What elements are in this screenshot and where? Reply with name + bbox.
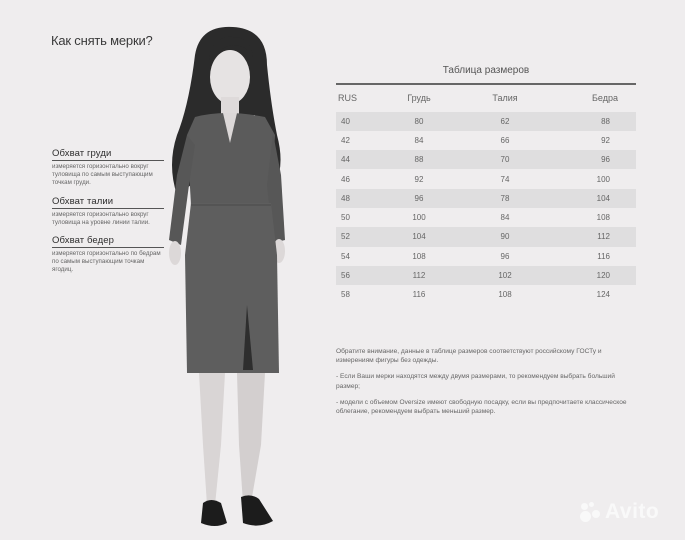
measure-heading: Обхват бедер [52,235,164,248]
cell-chest: 96 [414,193,424,203]
measure-waist [52,196,164,227]
cell-size-rus: 56 [341,271,350,281]
cell-chest: 100 [412,213,426,223]
column-header-waist: Талия [492,93,518,103]
cell-chest: 112 [412,271,426,281]
column-header-hips: Бедра [592,93,618,103]
size-notes [336,347,636,423]
cell-hips: 108 [596,213,610,223]
cell-hips: 88 [601,116,610,126]
cell-waist: 78 [500,193,510,203]
cell-waist: 70 [500,155,510,165]
cell-size-rus: 46 [341,174,350,184]
table-row [336,189,636,208]
cell-size-rus: 40 [341,116,350,126]
cell-hips: 100 [596,174,610,184]
table-caption: Таблица размеров [442,65,530,76]
table-row [336,247,636,266]
table-row [336,131,636,150]
table-body [336,112,636,305]
column-header-chest: Грудь [407,93,431,103]
cell-chest: 104 [412,232,426,242]
measure-hips [52,235,164,275]
cell-size-rus: 52 [341,232,350,242]
cell-waist: 90 [500,232,510,242]
table-row [336,227,636,246]
cell-hips: 96 [601,155,610,165]
table-row [336,112,636,131]
cell-hips: 104 [596,193,610,203]
cell-chest: 116 [412,290,426,300]
measure-description: измеряется горизонтально вокруг туловища на уровне линии талии. [52,210,150,226]
cell-waist: 66 [500,135,510,145]
note-gost: Обратите внимание, данные в таблице размеров соответствуют российскому ГОСТу и измерениям фигуры без одежды. [336,348,602,365]
page-title: Как снять мерки? [51,33,153,48]
table-row [336,150,636,169]
cell-hips: 92 [601,135,610,145]
cell-hips: 124 [596,290,610,300]
cell-hips: 120 [596,271,610,281]
table-header-row [336,85,636,112]
note-between-sizes: - Если Ваши мерки находятся между двумя размерами, то рекомендуем выбрать больший размер; [336,373,615,390]
column-header-rus: RUS [338,93,358,103]
table-row [336,169,636,188]
avito-dots-icon [580,502,602,522]
cell-waist: 62 [500,116,510,126]
cell-chest: 84 [414,135,424,145]
cell-hips: 112 [597,232,610,242]
cell-hips: 116 [597,251,610,261]
cell-size-rus: 54 [341,251,350,261]
size-table [336,65,636,304]
cell-size-rus: 44 [341,155,350,165]
cell-size-rus: 48 [341,193,350,203]
cell-size-rus: 58 [341,290,350,300]
cell-waist: 74 [500,174,510,184]
table-row [336,266,636,285]
avito-watermark [580,500,659,524]
cell-waist: 108 [498,290,512,300]
measure-description: измеряется горизонтально по бедрам по самым выступающим точкам ягодиц. [52,250,161,274]
cell-chest: 80 [414,116,424,126]
cell-waist: 84 [500,213,510,223]
cell-chest: 92 [414,174,424,184]
table-row [336,208,636,227]
cell-chest: 88 [414,155,424,165]
table-row [336,285,636,304]
measure-description: измеряется горизонтально вокруг туловища по самым выступающим точкам груди. [52,163,153,187]
model-figure [155,25,305,535]
cell-waist: 102 [498,271,512,281]
measure-chest [52,148,164,188]
measurement-guide [52,148,164,283]
cell-waist: 96 [500,251,510,261]
watermark-text: Avito [605,500,660,523]
measure-heading: Обхват груди [52,148,164,161]
measure-heading: Обхват талии [52,196,164,209]
cell-size-rus: 42 [341,135,350,145]
cell-chest: 108 [412,251,426,261]
note-oversize: - модели с объемом Oversize имеют свободную посадку, если вы предпочитаете классическое облегание, рекомендуем выбрать меньший размер. [336,398,627,416]
cell-size-rus: 50 [341,213,350,223]
